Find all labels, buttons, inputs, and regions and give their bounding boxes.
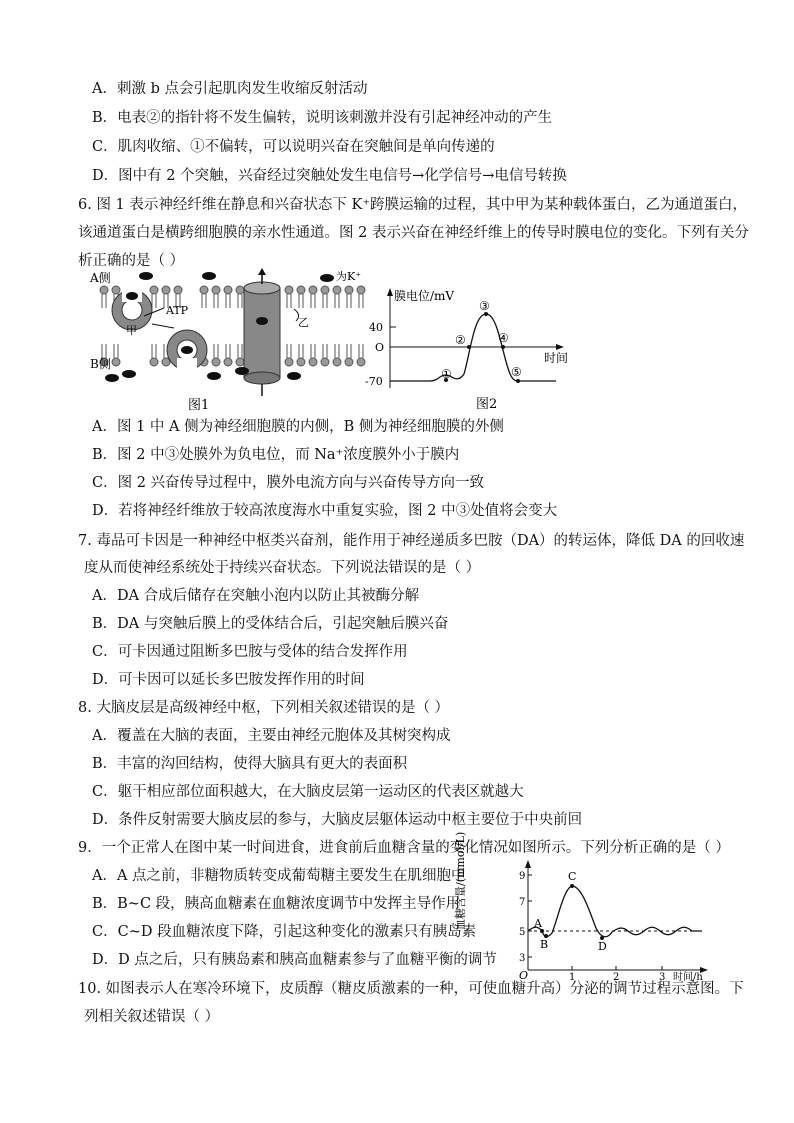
q6-option-b: B．图 2 中③处膜外为负电位，而 Na⁺浓度膜外小于膜内 [92, 447, 460, 463]
q5-option-a: A．刺激 b 点会引起肌肉发生收缩反射活动 [92, 81, 368, 97]
lipid-head [309, 286, 317, 294]
lipid-tail [238, 294, 242, 308]
point-4-label: ④ [498, 331, 509, 345]
atp-label: ATP [166, 304, 189, 317]
lipid-head [212, 358, 220, 366]
lipid-tail [299, 294, 303, 308]
lipid-head [345, 358, 353, 366]
lipid-tail [238, 344, 242, 358]
figure-2-tick-40: 40 [369, 321, 383, 334]
lipid-tail [287, 344, 291, 358]
q5-option-d: D．图中有 2 个突触，兴奋经过突触处发生电信号→化学信号→电信号转换 [92, 168, 567, 184]
y-tick-3: 3 [519, 953, 526, 964]
q6-option-a: A．图 1 中 A 侧为神经细胞膜的内侧，B 侧为神经细胞膜的外侧 [92, 419, 504, 435]
carrier-protein-bottom [167, 330, 207, 374]
q6-stem-line-1: 6. 图 1 表示神经纤维在静息和兴奋状态下 K⁺跨膜运输的过程，其中甲为某种载体蛋白，乙为通道蛋白， [78, 197, 747, 213]
figure-2-caption: 图2 [476, 397, 498, 412]
q10-stem-line-2: 列相关叙述错误（ ） [84, 1009, 220, 1025]
lipid-tail [311, 344, 315, 358]
q7-option-c: C．可卡因通过阻断多巴胺与受体的结合发挥作用 [92, 644, 408, 660]
figure-1-caption: 图1 [188, 398, 210, 413]
carrier-label: 甲 [126, 324, 137, 337]
lipid-head [333, 286, 341, 294]
lipid-head [285, 286, 293, 294]
lipid-head [309, 358, 317, 366]
lipid-tail [287, 294, 291, 308]
figure-2-tick-neg70: -70 [365, 375, 383, 388]
q9-option-a: A．A 点之前，非糖物质转变成葡萄糖主要发生在肌细胞中 [92, 868, 466, 884]
side-a-label: A侧 [90, 271, 111, 285]
point-d-label: D [598, 940, 607, 953]
q7-stem-line-2: 度从而使神经系统处于持续兴奋状态。下列说法错误的是（ ） [84, 560, 481, 576]
figure-2-tick-0: O [375, 341, 385, 354]
q5-option-c: C．肌肉收缩、①不偏转，可以说明兴奋在突触间是单向传递的 [92, 139, 495, 155]
q6-option-d: D．若将神经纤维放于较高浓度海水中重复实验，图 2 中③处值将会变大 [92, 503, 558, 519]
lipid-head [224, 286, 232, 294]
x-tick-3: 3 [659, 972, 666, 983]
q7-option-b: B．DA 与突触后膜上的受体结合后，引起突触后膜兴奋 [92, 616, 449, 632]
lipid-head [297, 286, 305, 294]
lipid-tail [114, 344, 118, 358]
lipid-head [224, 358, 232, 366]
x-tick-1: 1 [569, 972, 576, 983]
lipid-tail [335, 344, 339, 358]
q7-option-a: A．DA 合成后储存在突触小泡内以防止其被酶分解 [92, 588, 420, 604]
lipid-head [321, 358, 329, 366]
blood-glucose-chart [454, 831, 712, 983]
y-tick-7: 7 [519, 897, 526, 908]
lipid-tail [226, 344, 230, 358]
potassium-label: 为K⁺ [336, 270, 362, 283]
q7-stem-line-1: 7. 毒品可卡因是一种神经中枢类兴奋剂，能作用于神经递质多巴胺（DA）的转运体，降低 DA 的回收速 [78, 533, 745, 549]
lipid-tail [102, 294, 106, 308]
lipid-tail [311, 294, 315, 308]
q9-option-c: C．C~D 段血糖浓度下降，引起这种变化的激素只有胰岛素 [92, 924, 477, 940]
lipid-tail [323, 344, 327, 358]
q9-option-b: B．B~C 段，胰高血糖素在血糖浓度调节中发挥主导作用 [92, 896, 461, 912]
q8-option-c: C．躯干相应部位面积越大，在大脑皮层第一运动区的代表区就越大 [92, 784, 524, 800]
lipid-head [162, 286, 170, 294]
lipid-head [200, 286, 208, 294]
lipid-head [333, 358, 341, 366]
q6-option-c: C．图 2 兴奋传导过程中，膜外电流方向与兴奋传导方向一致 [92, 475, 485, 491]
q8-option-a: A．覆盖在大脑的表面，主要由神经元胞体及其树突构成 [92, 728, 451, 744]
lipid-head [112, 286, 120, 294]
lipid-head [150, 358, 158, 366]
lipid-tail [299, 344, 303, 358]
lipid-tail [152, 344, 156, 358]
chart-ylabel: 血糖含量/(mmol/L) [454, 831, 467, 930]
y-tick-9: 9 [519, 871, 526, 882]
q7-option-d: D．可卡因可以延长多巴胺发挥作用的时间 [92, 672, 365, 688]
figure-2-xlabel: 时间 [544, 351, 569, 365]
lipid-head [150, 286, 158, 294]
channel-protein [244, 268, 280, 396]
x-tick-2: 2 [613, 972, 620, 983]
figure-2-ylabel: 膜电位/mV [394, 289, 455, 303]
figure-1-membrane [84, 266, 384, 416]
lipid-tail [323, 294, 327, 308]
q9-stem: 9．一个正常人在图中某一时间进食，进食前后血糖含量的变化情况如图所示。下列分析正确的是（ ） [78, 840, 730, 856]
lipid-tail [226, 294, 230, 308]
q8-stem: 8. 大脑皮层是高级神经中枢，下列相关叙述错误的是（ ） [78, 700, 450, 716]
lipid-tail [214, 294, 218, 308]
point-2-label: ② [455, 333, 466, 347]
q6-stem-line-3: 析正确的是（ ） [78, 253, 185, 269]
point-1-label: ① [441, 367, 452, 381]
lipid-tail [335, 294, 339, 308]
point-c-label: C [568, 870, 577, 883]
q5-option-b: B．电表②的指针将不发生偏转，说明该刺激并没有引起神经冲动的产生 [92, 110, 553, 126]
lipid-tail [102, 344, 106, 358]
lipid-tail [347, 344, 351, 358]
q8-option-b: B．丰富的沟回结构，使得大脑具有更大的表面积 [92, 756, 408, 772]
chart-xlabel: 时间/h [673, 972, 703, 983]
lipid-tail [347, 294, 351, 308]
point-3-label: ③ [479, 299, 490, 313]
lipid-head [345, 286, 353, 294]
lipid-head [212, 286, 220, 294]
lipid-head [174, 286, 182, 294]
lipid-tail [214, 344, 218, 358]
lipid-tail [152, 294, 156, 308]
lipid-head [112, 358, 120, 366]
lipid-head [100, 286, 108, 294]
point-5-label: ⑤ [511, 365, 522, 379]
lipid-head [285, 358, 293, 366]
lipid-head [236, 358, 244, 366]
point-a-label: A [534, 917, 542, 930]
q8-option-d: D．条件反射需要大脑皮层的参与，大脑皮层躯体运动中枢主要位于中央前回 [92, 812, 583, 828]
lipid-head [236, 286, 244, 294]
q9-option-d: D．D 点之后，只有胰岛素和胰高血糖素参与了血糖平衡的调节 [92, 952, 497, 968]
q10-stem-line-1: 10. 如图表示人在寒冷环境下，皮质醇（糖皮质激素的一种，可使血糖升高）分泌的调节过程示意图。下 [78, 981, 744, 997]
lipid-head [297, 358, 305, 366]
q6-stem-line-2: 该通道蛋白是横跨细胞膜的亲水性通道。图 2 表示兴奋在神经纤维上的传导时膜电位的变化。下列有关分 [78, 225, 749, 241]
channel-label: 乙 [298, 316, 309, 329]
lipid-tail [202, 294, 206, 308]
point-b-label: B [540, 938, 549, 951]
lipid-head [321, 286, 329, 294]
side-b-label: B侧 [90, 357, 111, 371]
y-tick-5: 5 [519, 927, 526, 938]
figure-2-membrane-potential [360, 284, 580, 414]
chart-origin: O [519, 969, 529, 982]
